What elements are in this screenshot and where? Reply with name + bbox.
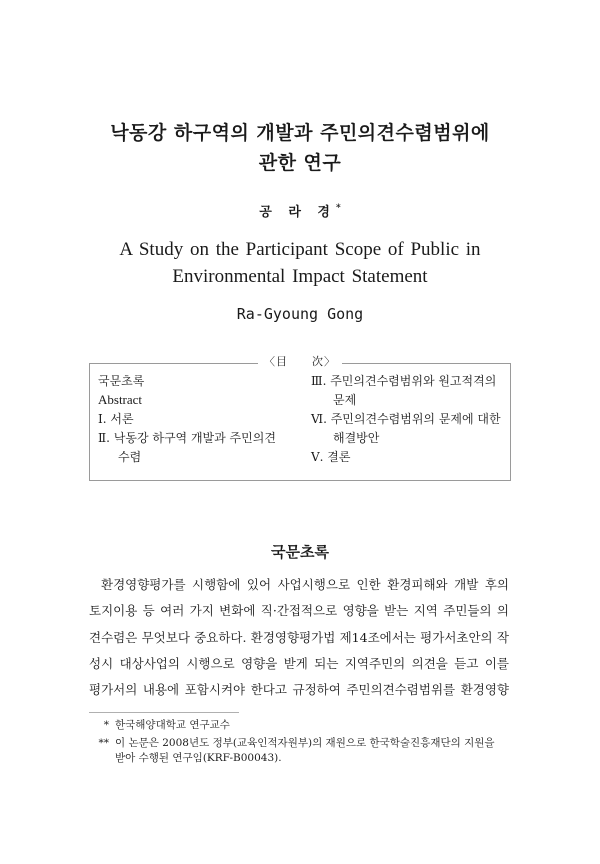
footnote-1-text: 한국해양대학교 연구교수 bbox=[115, 719, 230, 731]
toc-item[interactable]: Ⅴ. 결론 bbox=[311, 450, 351, 464]
footnote-1-mark: * bbox=[103, 719, 109, 731]
toc-item[interactable]: Ⅰ. 서론 bbox=[98, 412, 134, 426]
abstract-line: 견수렴은 무엇보다 중요하다. 환경영향평가법 제14조에서는 평가서초안의 작 bbox=[89, 629, 509, 645]
author-korean bbox=[0, 201, 600, 220]
abstract-heading: 국문초록 bbox=[271, 543, 329, 561]
footnote-2-mark: ** bbox=[98, 737, 109, 749]
title-korean-line1: 낙동강 하구역의 개발과 주민의견수렴범위에 bbox=[110, 122, 490, 144]
abstract-line: 환경영향평가를 시행함에 있어 사업시행으로 인한 환경피해와 개발 후의 bbox=[101, 577, 509, 592]
toc-item-continued[interactable]: 해결방안 bbox=[333, 431, 380, 445]
toc-heading-text: 〈目 次〉 bbox=[258, 355, 342, 368]
footnote-2 bbox=[89, 736, 509, 751]
abstract-line: 평가서의 내용에 포함시켜야 한다고 규정하여 주민의견수렴범위를 환경영향 bbox=[89, 682, 509, 698]
title-english-line1: A Study on the Participant Scope of Public in bbox=[119, 239, 481, 260]
author-english: Ra-Gyoung Gong bbox=[236, 305, 364, 323]
toc-item[interactable]: 국문초록 bbox=[98, 374, 145, 388]
toc-item[interactable]: Ⅱ. 낙동강 하구역 개발과 주민의견 bbox=[98, 431, 276, 445]
toc-item[interactable]: Ⅲ. 주민의견수렴범위와 원고적격의 bbox=[311, 374, 497, 388]
toc-item[interactable]: Ⅵ. 주민의견수렴범위의 문제에 대한 bbox=[311, 412, 501, 426]
toc-item-continued[interactable]: 수렴 bbox=[118, 450, 142, 464]
abstract-line: 토지이용 등 여러 가지 변화에 직·간접적으로 영향을 받는 지역 주민들의 의 bbox=[89, 603, 509, 619]
abstract-line: 성시 대상사업의 시행으로 영향을 받게 되는 지역주민의 의견을 듣고 이를 bbox=[89, 655, 509, 671]
title-korean-line2: 관한 연구 bbox=[258, 152, 342, 174]
footnote-2-text-line1: 이 논문은 2008년도 정부(교육인적자원부)의 재원으로 한국학술진흥재단의 지원을 bbox=[115, 737, 495, 749]
author-footnote-mark: * bbox=[336, 203, 341, 214]
table-of-contents-heading bbox=[0, 353, 600, 369]
abstract-body bbox=[89, 572, 509, 703]
toc-item[interactable]: Abstract bbox=[98, 392, 143, 407]
footnote-separator bbox=[89, 712, 239, 713]
footnote-1 bbox=[89, 718, 509, 733]
author-korean-name: 공 라 경 bbox=[259, 205, 336, 220]
title-english-line2: Environmental Impact Statement bbox=[172, 266, 428, 287]
toc-item-continued[interactable]: 문제 bbox=[333, 393, 357, 407]
footnote-2-line2: 받아 수행된 연구임(KRF-B00043). bbox=[115, 752, 282, 764]
